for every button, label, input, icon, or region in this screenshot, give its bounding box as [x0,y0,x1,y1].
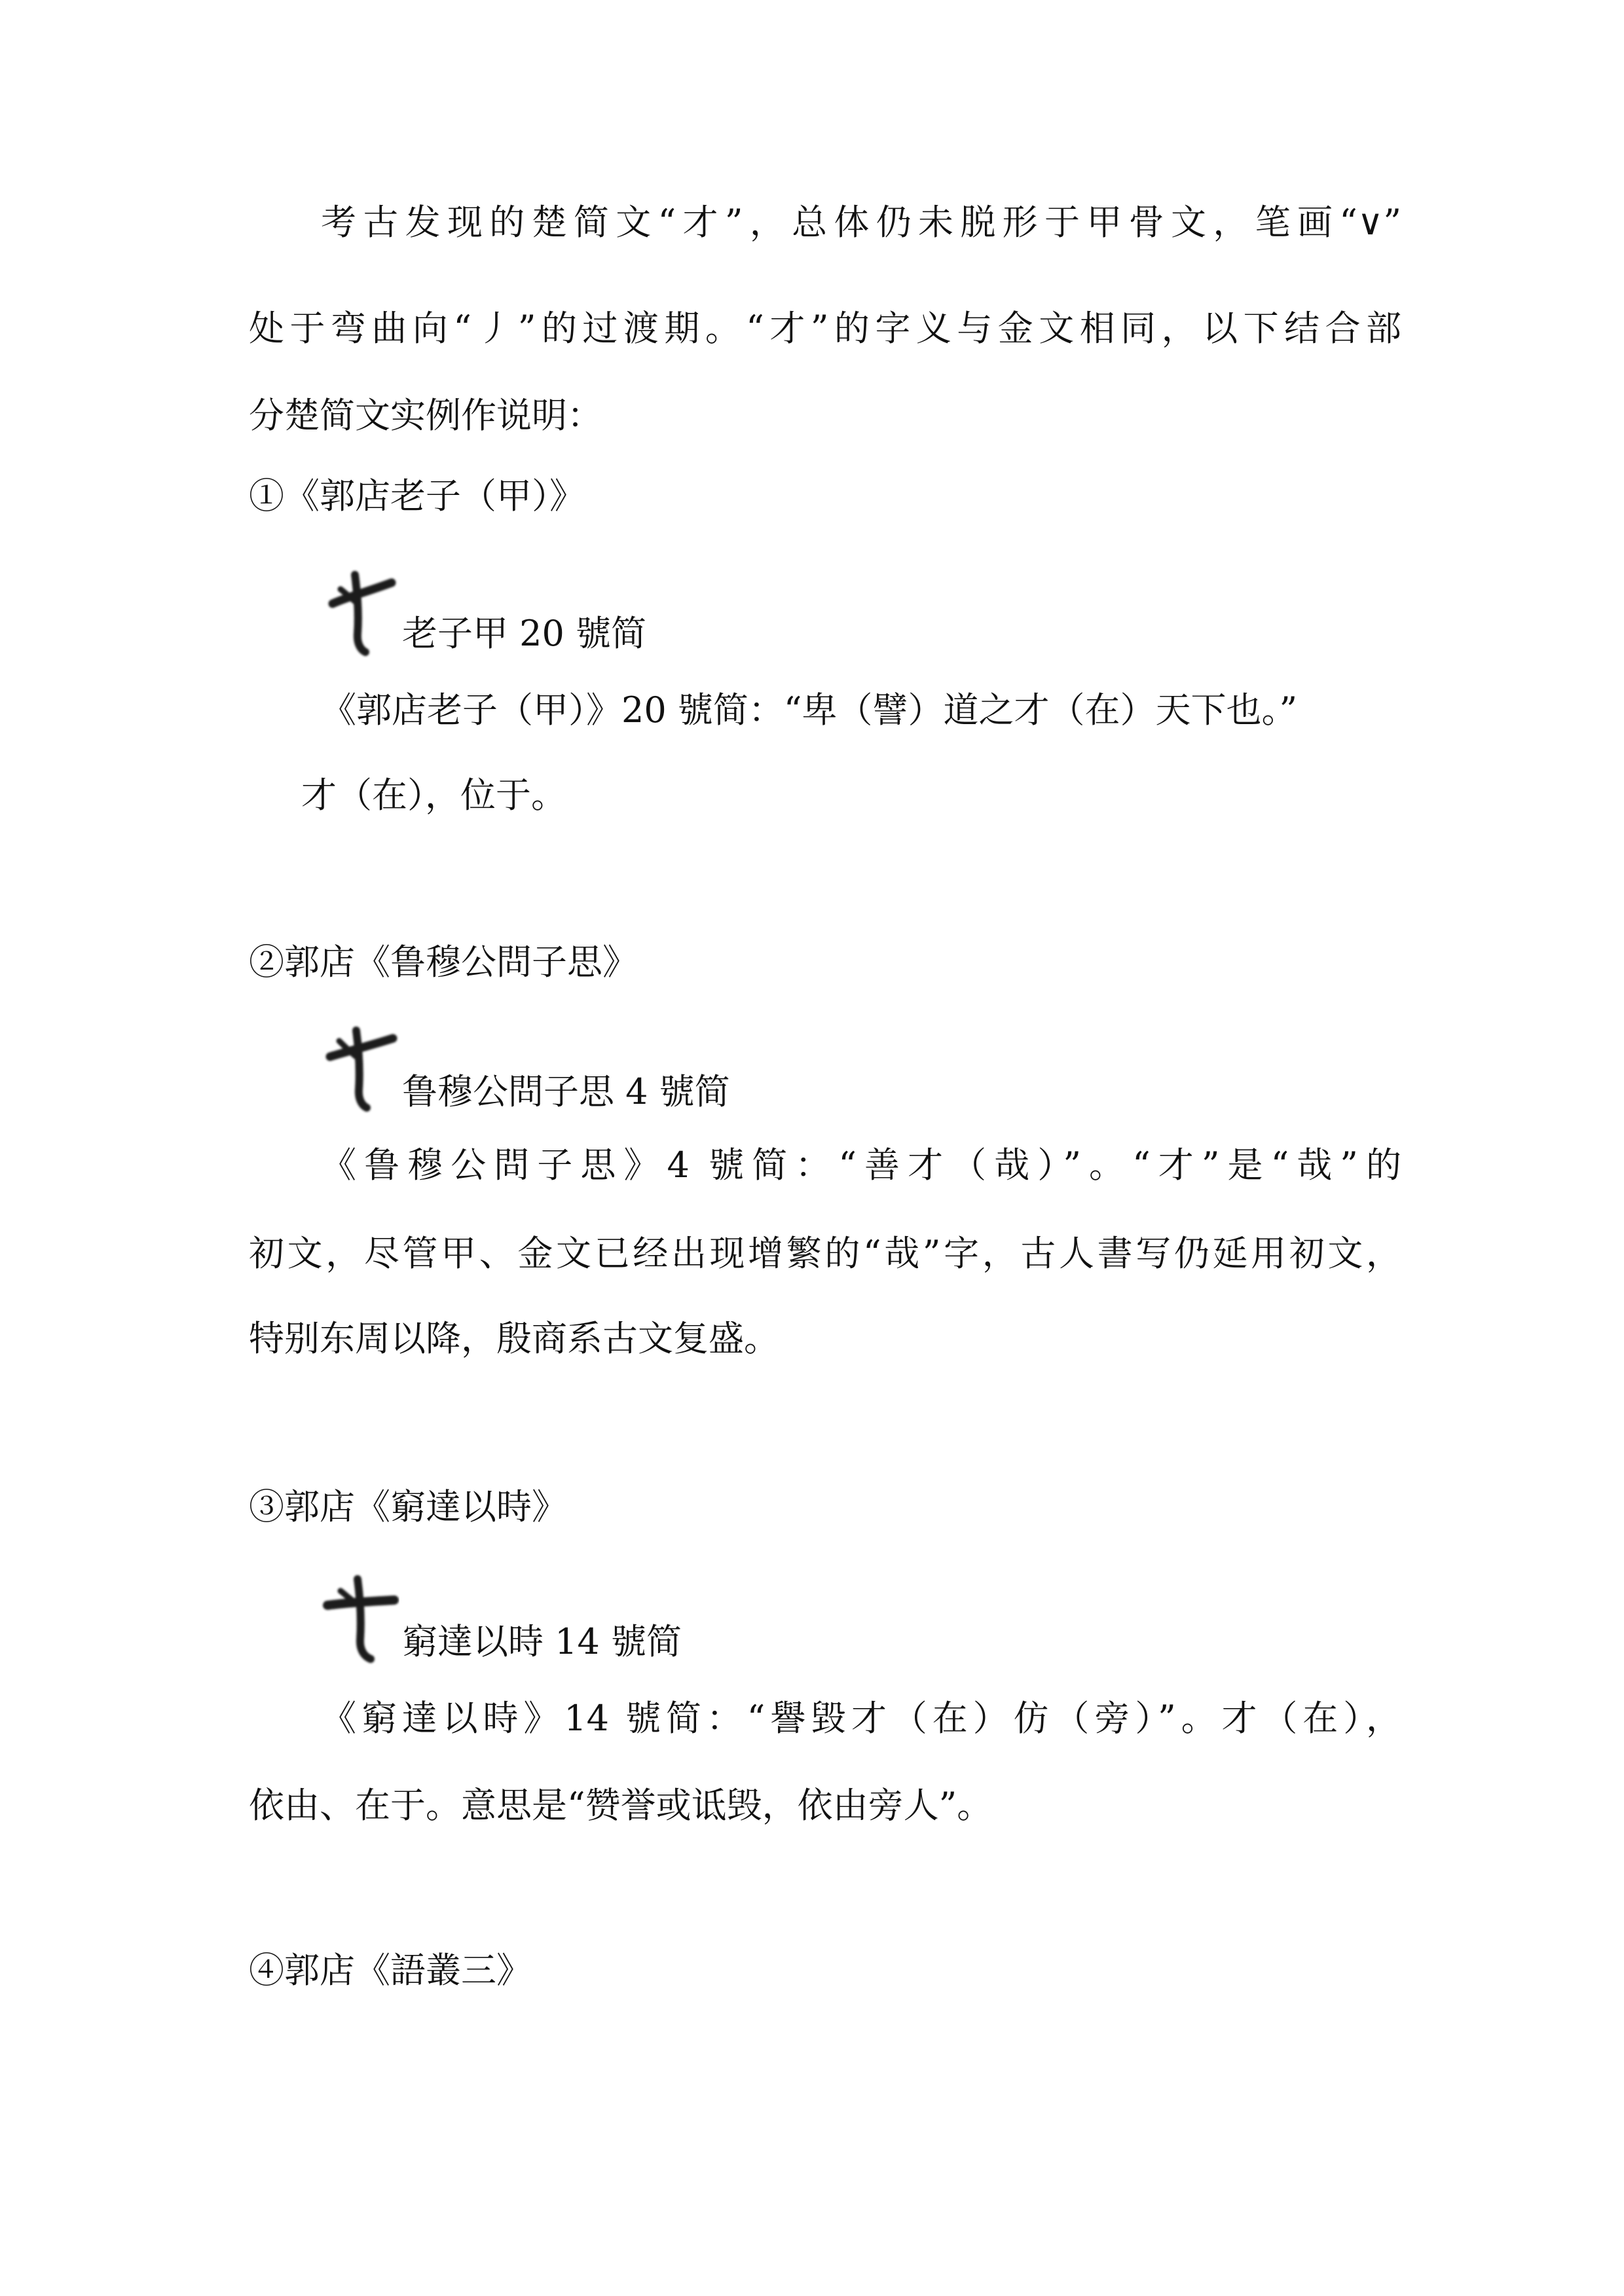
section-3-glyph-caption: 窮達以時 14 號简 [402,1621,682,1662]
section-1-glyph-row [321,550,646,661]
chu-slip-cai-glyph-icon [321,1021,399,1120]
intro-paragraph-line-1: 考古发现的楚简文“才”，总体仍未脱形于甲骨文，笔画“∨” [321,202,1401,243]
chu-slip-cai-glyph-icon [321,563,399,661]
section-3-heading: ③郭店《窮達以時》 [249,1486,567,1527]
section-1-text-line-1: 《郭店老子（甲）》20 號简：“卑（譬）道之才（在）天下也。” [321,689,1298,731]
intro-paragraph-line-3: 分楚简文实例作说明： [249,395,602,436]
section-2-text-line-2: 初文，尽管甲、金文已经出现增繁的“哉”字，古人書写仍延用初文， [249,1233,1401,1274]
section-1-heading: ①《郭店老子（甲）》 [249,475,585,517]
section-2-text-line-1: 《鲁穆公問子思》4 號简：“善才（哉）”。“才”是“哉”的 [321,1144,1401,1186]
section-2-glyph-row [321,1008,730,1120]
section-2-glyph-caption: 鲁穆公問子思 4 號简 [402,1071,730,1112]
section-1-glyph-caption: 老子甲 20 號简 [402,613,647,654]
section-1-text-line-2: 才（在），位于。 [301,774,566,816]
section-3-text-line-2: 依由、在于。意思是“赞誉或诋毁，依由旁人”。 [249,1785,993,1826]
intro-paragraph-line-2: 处于弯曲向“丿”的过渡期。“才”的字义与金文相同，以下结合部 [249,308,1401,349]
section-3-text-line-1: 《窮達以時》14 號简：“譽毀才（在）仿（旁）”。才（在）， [321,1698,1401,1739]
section-4-heading: ④郭店《語叢三》 [249,1950,532,1991]
section-2-text-line-3: 特别东周以降，殷商系古文复盛。 [249,1318,779,1359]
chu-slip-cai-glyph-icon [321,1571,399,1669]
section-2-heading: ②郭店《鲁穆公問子思》 [249,941,638,983]
section-3-glyph-row [321,1558,682,1669]
